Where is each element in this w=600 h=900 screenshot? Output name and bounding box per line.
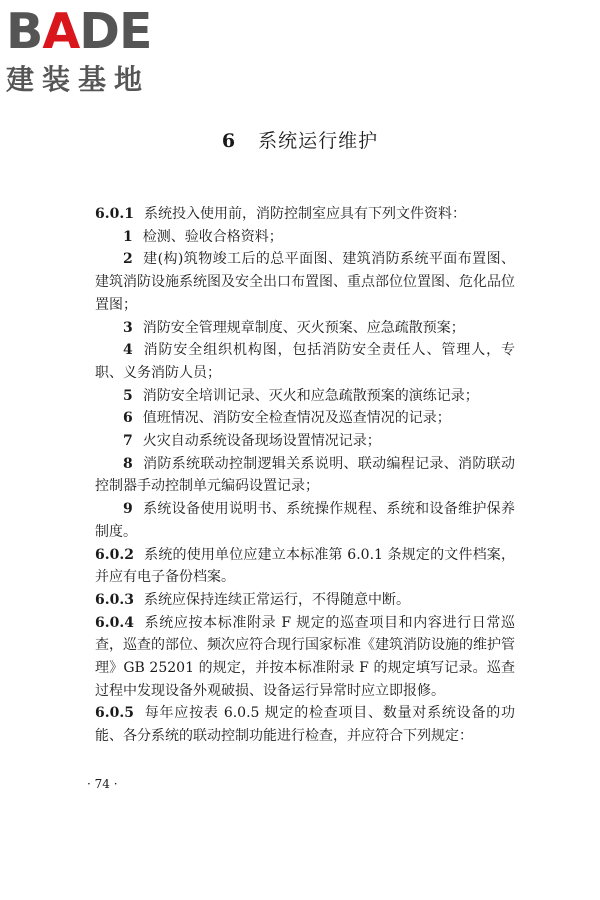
page-number: · 74 · <box>87 777 118 791</box>
clause-6-0-1: 6.0.1 系统投入使用前，消防控制室应具有下列文件资料： <box>95 206 466 222</box>
brand-logo <box>6 3 176 98</box>
clause-6-0-4: 6.0.4 系统应按本标准附录 F 规定的巡查项目和内容进行日常巡查，巡查的部位、频次应符合现行国家标准《建筑消防设施的维护管理》GB 25201 的规定，并按本标准附录 F 的规定填写记录。巡查过程中发现设备外观破损、设备运行异常时应立即报修。 <box>95 614 515 699</box>
list-item: 8 消防系统联动控制逻辑关系说明、联动编程记录、消防联动控制器手动控制单元编码设置记录； <box>95 455 515 495</box>
list-item: 3 消防安全管理规章制度、灭火预案、应急疏散预案； <box>123 319 465 336</box>
list-item: 9 系统设备使用说明书、系统操作规程、系统和设备维护保养制度。 <box>95 501 515 540</box>
document-body <box>95 203 515 748</box>
list-item: 7 火灾自动系统设备现场设置情况记录； <box>123 433 381 450</box>
chapter-title: 系统运行维护 <box>258 130 379 152</box>
chapter-heading <box>0 128 600 154</box>
logo-wordmark: BADE <box>6 3 152 60</box>
chapter-number: 6 <box>221 130 237 152</box>
list-item: 6 值班情况、消防安全检查情况及巡查情况的记录； <box>123 410 451 427</box>
list-item: 2 建(构)筑物竣工后的总平面图、建筑消防系统平面布置图、建筑消防设施系统图及安全出口布置图、重点部位位置图、危化品位置图； <box>95 251 515 313</box>
clause-6-0-5: 6.0.5 每年应按表 6.0.5 规定的检查项目、数量对系统设备的功能、各分系统的联动控制功能进行检查，并应符合下列规定： <box>95 705 515 745</box>
clause-6-0-2: 6.0.2 系统的使用单位应建立本标准第 6.0.1 条规定的文件档案，并应有电子备份档案。 <box>95 546 515 586</box>
clause-6-0-3: 6.0.3 系统应保持连续正常运行，不得随意中断。 <box>95 591 410 608</box>
list-item: 1 检测、验收合格资料； <box>123 228 283 245</box>
list-item: 4 消防安全组织机构图，包括消防安全责任人、管理人，专职、义务消防人员； <box>95 342 515 381</box>
list-item: 5 消防安全培训记录、灭火和应急疏散预案的演练记录； <box>123 387 479 404</box>
logo-subtitle: 建装基地 <box>6 63 151 96</box>
